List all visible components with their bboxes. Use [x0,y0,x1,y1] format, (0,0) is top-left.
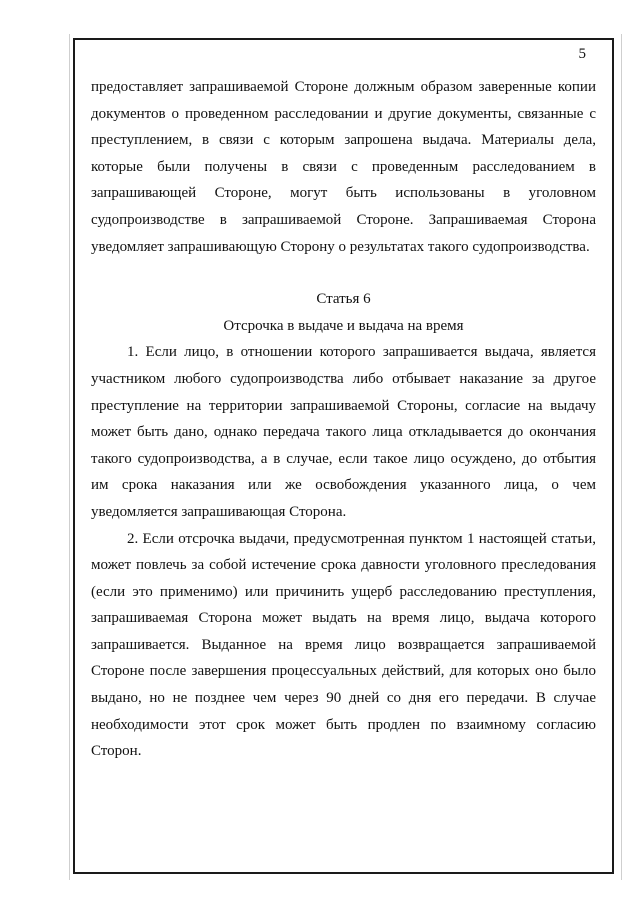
page-number: 5 [578,46,586,62]
article-title: Отсрочка в выдаче и выдача на время [223,317,464,334]
page-frame [73,38,614,874]
continuation-paragraph: предоставляет запрашиваемой Стороне должным образом заверенные копии документов о проведенном расследовании и другие документы, связанные с преступлением, в связи с которым запрошена выдача. Материалы дела, которые были получены в связи с проведенным расследованием в запрашивающей Стороне, могут быть использованы в уголовном судопроизводстве в запрашиваемой Стороне. Запрашиваемая Сторона уведомляет запрашивающую Сторону о результатах такого судопроизводства. [91,79,596,255]
page-content [91,74,596,765]
article-paragraph-1: 1. Если лицо, в отношении которого запрашивается выдача, является участником любого судопроизводства либо отбывает наказание за другое преступление на территории запрашиваемой Стороны, согласие на выдачу может быть дано, однако передача такого лица откладывается до окончания такого судопроизводства, а в случае, если такое лицо осуждено, до отбытия им срока наказания или же освобождения указанного лица, о чем уведомляется запрашивающая Сторона. [91,344,596,520]
article-number: Статья 6 [316,291,371,308]
article-paragraph-2: 2. Если отсрочка выдачи, предусмотренная пунктом 1 настоящей статьи, может повлечь за собой истечение срока давности уголовного преследования (если это применимо) или причинить ущерб расследованию преступления, запрашиваемая Сторона может выдать на время лицо, выдача которого запрашивается. Выданное на время лицо возвращается запрашиваемой Стороне после завершения процессуальных действий, для которых оно было выдано, но не позднее чем через 90 дней со дня его передачи. В случае необходимости этот срок может быть продлен по взаимному согласию Сторон. [91,530,596,760]
